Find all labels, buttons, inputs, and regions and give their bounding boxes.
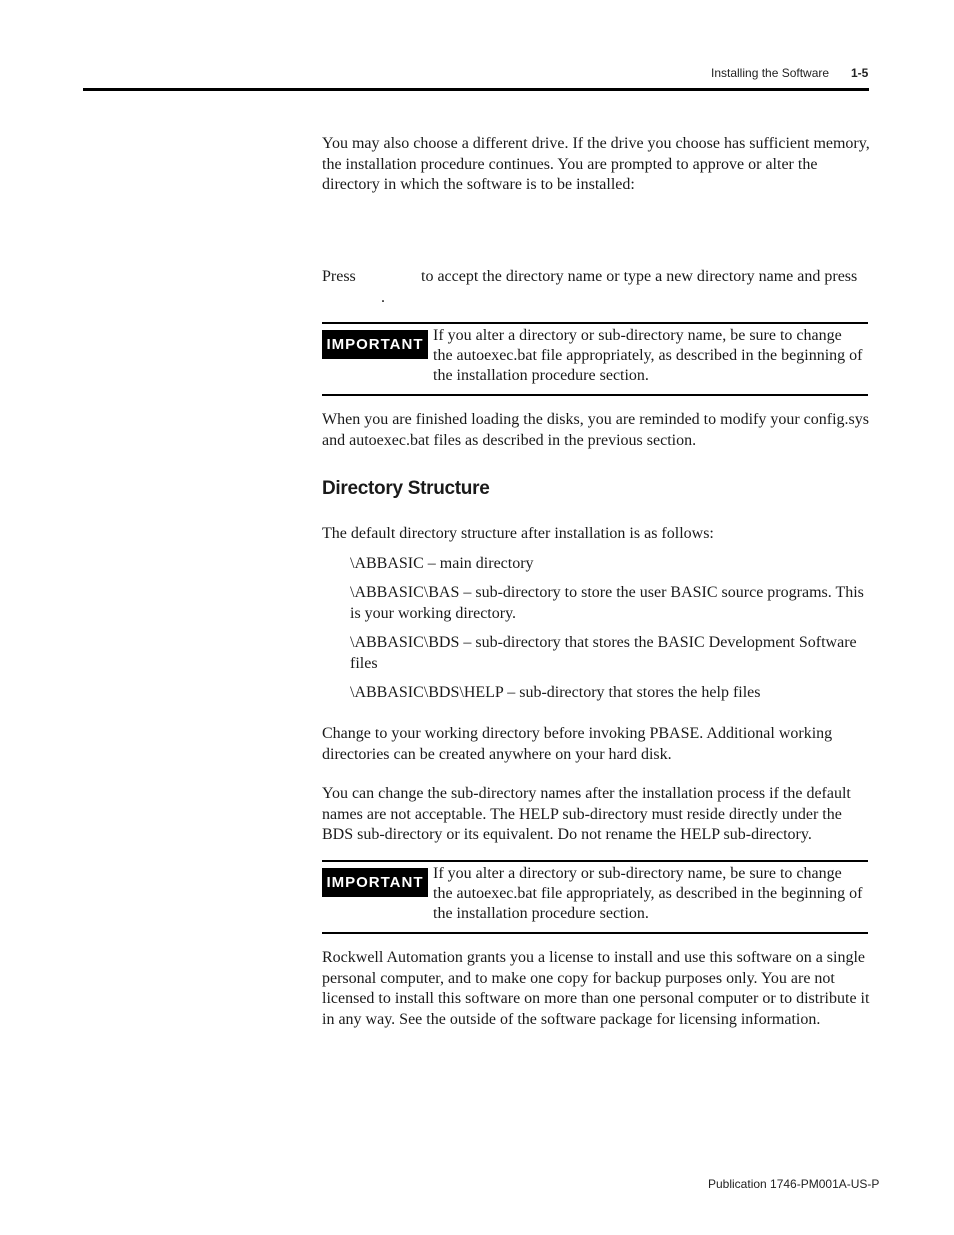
directory-item: \ABBASIC\BDS – sub-directory that stores the BASIC Development Software files [350,634,857,672]
important-note-text: If you alter a directory or sub-directory name, be sure to change the autoexec.bat file appropriately, as described in the beginning of the installation procedure section. [433,327,863,384]
paragraph-default-structure: The default directory structure after installation is as follows: [322,525,714,542]
important-note-2 [322,860,868,934]
paragraph-working-directory: Change to your working directory before invoking PBASE. Additional working directories can be created anywhere on your hard disk. [322,725,833,763]
paragraph-license: Rockwell Automation grants you a license to install and use this software on a single personal computer, and to make one copy for backup purposes only. You are not licensed to install this software on more than one personal computer or to distribute it in any way. See the outside of the software package for licensing information. [322,949,870,1028]
directory-item: \ABBASIC – main directory [350,555,534,572]
header-rule [83,88,869,91]
press-instruction-text: to accept the directory name or type a new directory name and press [421,268,858,285]
page-number: 1-5 [851,66,869,80]
directory-item: \ABBASIC\BDS\HELP – sub-directory that stores the help files [350,684,761,701]
directory-item: \ABBASIC\BAS – sub-directory to store the user BASIC source programs. This is your working directory. [350,584,864,622]
paragraph-choose-drive: You may also choose a different drive. If the drive you choose has sufficient memory, the installation procedure continues. You are prompted to approve or alter the directory in which the software is to be installed: [322,135,870,193]
paragraph-finished-loading: When you are finished loading the disks, you are reminded to modify your config.sys and autoexec.bat files as described in the previous section. [322,411,869,449]
paragraph-rename-subdirectories: You can change the sub-directory names after the installation process if the default names are not acceptable. The HELP sub-directory must reside directly under the BDS sub-directory or its equivalent. Do not rename the HELP sub-directory. [322,785,851,843]
important-note-1 [322,322,868,396]
publication-footer: Publication 1746-PM001A-US-P [708,1177,880,1191]
press-instruction-end: . [381,289,385,306]
press-word: Press [322,268,356,285]
important-label: IMPORTANT [322,868,428,897]
important-note-text: If you alter a directory or sub-directory name, be sure to change the autoexec.bat file appropriately, as described in the beginning of the installation procedure section. [433,865,863,922]
running-header-title: Installing the Software [711,66,830,80]
important-label: IMPORTANT [322,330,428,359]
section-heading: Directory Structure [322,478,490,499]
